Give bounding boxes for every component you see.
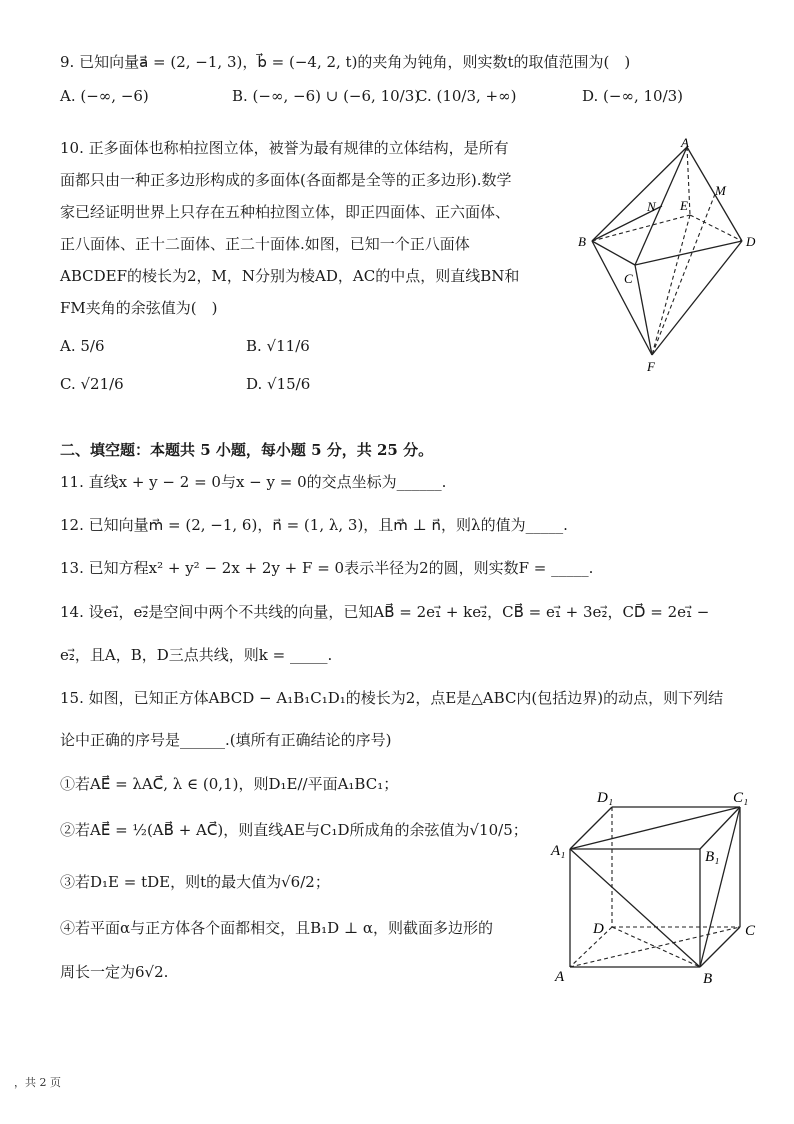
q9-option-d: D. (−∞, 10/3) — [582, 87, 684, 105]
label-c: C — [624, 271, 633, 286]
label-a: A — [555, 969, 565, 985]
label-e: E — [680, 198, 688, 213]
label-b1: B₁ — [705, 849, 720, 865]
q15-line-2: 论中正确的序号是______.(填所有正确结论的序号) — [60, 731, 392, 749]
section-2-title: 二、填空题：本题共 5 小题，每小题 5 分，共 25 分。 — [60, 441, 434, 459]
label-a: A — [681, 135, 689, 150]
q10-line-2: 面都只由一种正多边形构成的多面体(各面都是全等的正多边形).数学 — [60, 171, 512, 189]
label-d1: D₁ — [597, 790, 614, 806]
cube-figure — [545, 785, 770, 990]
q9-option-c: C. (10/3, +∞) — [416, 87, 517, 105]
q15-line-1: 15. 如图，已知正方体ABCD − A₁B₁C₁D₁的棱长为2，点E是△ABC内(包括边界)的动点，则下列结 — [60, 689, 724, 707]
q10-line-3: 家已经证明世界上只存在五种柏拉图立体，即正四面体、正六面体、 — [60, 203, 511, 221]
label-b: B — [703, 971, 713, 987]
label-c1: C₁ — [733, 790, 749, 806]
label-m: M — [715, 183, 726, 198]
label-d: D — [593, 921, 604, 937]
q11-text: 11. 直线x + y − 2 = 0与x − y = 0的交点坐标为______. — [60, 473, 447, 491]
q15-item-4-line-2: 周长一定为6√2. — [60, 963, 169, 981]
q10-line-5: ABCDEF的棱长为2，M，N分别为棱AD，AC的中点，则直线BN和 — [60, 267, 520, 285]
q9-stem: 9. 已知向量a⃗ = (2, −1, 3)，b⃗ = (−4, 2, t)的夹角为钝角，则实数t的取值范围为( ) — [60, 53, 631, 71]
q10-line-4: 正八面体、正十二面体、正二十面体.如图，已知一个正八面体 — [60, 235, 470, 253]
q12-text: 12. 已知向量m⃗ = (2, −1, 6)，n⃗ = (1, λ, 3)，且m⃗ ⊥ n⃗，则λ的值为_____. — [60, 516, 568, 534]
q15-item-4-line-1: ④若平面α与正方体各个面都相交，且B₁D ⊥ α，则截面多边形的 — [60, 919, 493, 937]
octahedron-figure — [570, 135, 770, 375]
page-footer: ，共 2 页 — [14, 1076, 61, 1089]
q10-line-6: FM夹角的余弦值为( ) — [60, 299, 218, 317]
label-b: B — [578, 234, 586, 249]
q15-item-3: ③若D₁E = tDE，则t的最大值为√6/2； — [60, 873, 330, 891]
q15-item-1: ①若AE⃗ = λAC⃗, λ ∈ (0,1)，则D₁E//平面A₁BC₁； — [60, 775, 399, 793]
q14-line-2: e₂⃗，且A，B，D三点共线，则k = _____. — [60, 646, 333, 664]
label-n: N — [647, 199, 656, 214]
q9-option-b: B. (−∞, −6) ∪ (−6, 10/3) — [232, 87, 421, 105]
label-d: D — [746, 234, 756, 249]
q10-line-1: 10. 正多面体也称柏拉图立体，被誉为最有规律的立体结构，是所有 — [60, 139, 509, 157]
q13-text: 13. 已知方程x² + y² − 2x + 2y + F = 0表示半径为2的圆，则实数F = _____. — [60, 559, 594, 577]
label-f: F — [647, 359, 655, 374]
q10-option-c: C. √21/6 — [60, 375, 124, 393]
q9-option-a: A. (−∞, −6) — [60, 87, 149, 105]
label-c: C — [745, 923, 756, 939]
q10-option-a: A. 5/6 — [60, 337, 105, 355]
q14-line-1: 14. 设e₁⃗，e₂⃗是空间中两个不共线的向量，已知AB⃗ = 2e₁⃗ + ke₂⃗，CB⃗ = e₁⃗ + 3e₂⃗，CD⃗ = 2e₁⃗ − — [60, 603, 710, 621]
label-a1: A₁ — [551, 843, 566, 859]
q10-option-d: D. √15/6 — [246, 375, 311, 393]
q15-item-2: ②若AE⃗ = ½(AB⃗ + AC⃗)，则直线AE与C₁D所成角的余弦值为√10/5； — [60, 821, 528, 839]
q10-option-b: B. √11/6 — [246, 337, 310, 355]
